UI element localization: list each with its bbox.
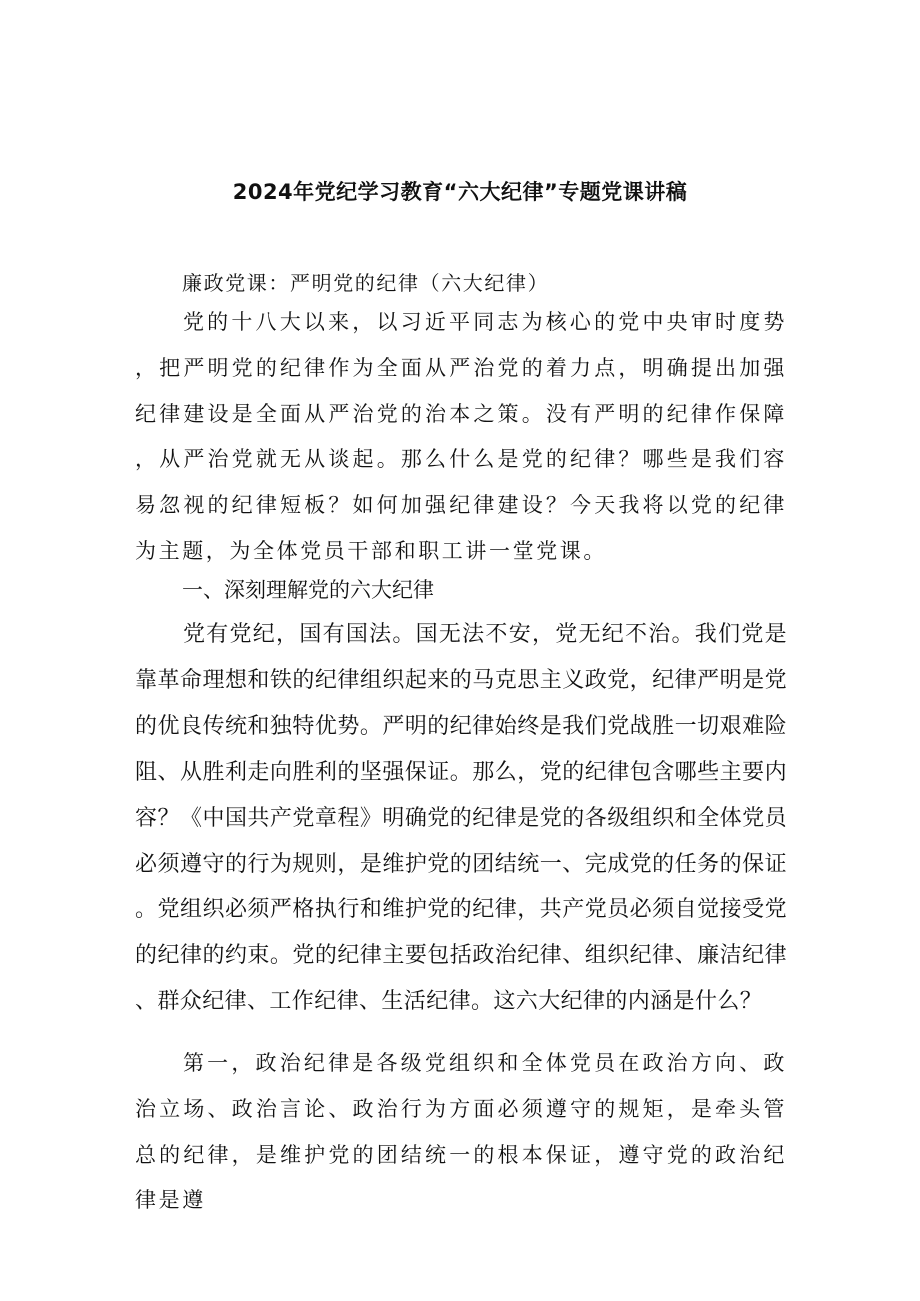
document-subtitle: 廉政党课：严明党的纪律（六大纪律） [182,271,550,295]
paragraph-political-discipline: 第一，政治纪律是各级党组织和全体党员在政治方向、政治立场、政治言论、政治行为方面必须遵守的规矩，是牵头管总的纪律，是维护党的团结统一的根本保证，遵守党的政治纪律是遵 [135,1051,787,1213]
paragraph-discipline-overview: 党有党纪，国有国法。国无法不安，党无纪不治。我们党是靠革命理想和铁的纪律组织起来的马克思主义政党，纪律严明是党的优良传统和独特优势。严明的纪律始终是我们党战胜一切艰难险阻、从胜利走向胜利的坚强保证。那么，党的纪律包含哪些主要内容？《中国共产党章程》明确党的纪律是党的各级组织和全体党员必须遵守的行为规则，是维护党的团结统一、完成党的任务的保证。党组织必须严格执行和维护党的纪律，共产党员必须自觉接受党的纪律的约束。党的纪律主要包括政治纪律、组织纪律、廉洁纪律、群众纪律、工作纪律、生活纪律。这六大纪律的内涵是什么？ [135,622,787,1015]
document-title: 2024年党纪学习教育“六大纪律”专题党课讲稿 [232,180,688,204]
section-heading: 一、深刻理解党的六大纪律 [182,578,434,602]
paragraph-intro: 党的十八大以来，以习近平同志为核心的党中央审时度势，把严明党的纪律作为全面从严治党的着力点，明确提出加强纪律建设是全面从严治党的治本之策。没有严明的纪律作保障，从严治党就无从谈起。那么什么是党的纪律？哪些是我们容易忽视的纪律短板？如何加强纪律建设？今天我将以党的纪律为主题，为全体党员干部和职工讲一堂党课。 [135,310,787,563]
